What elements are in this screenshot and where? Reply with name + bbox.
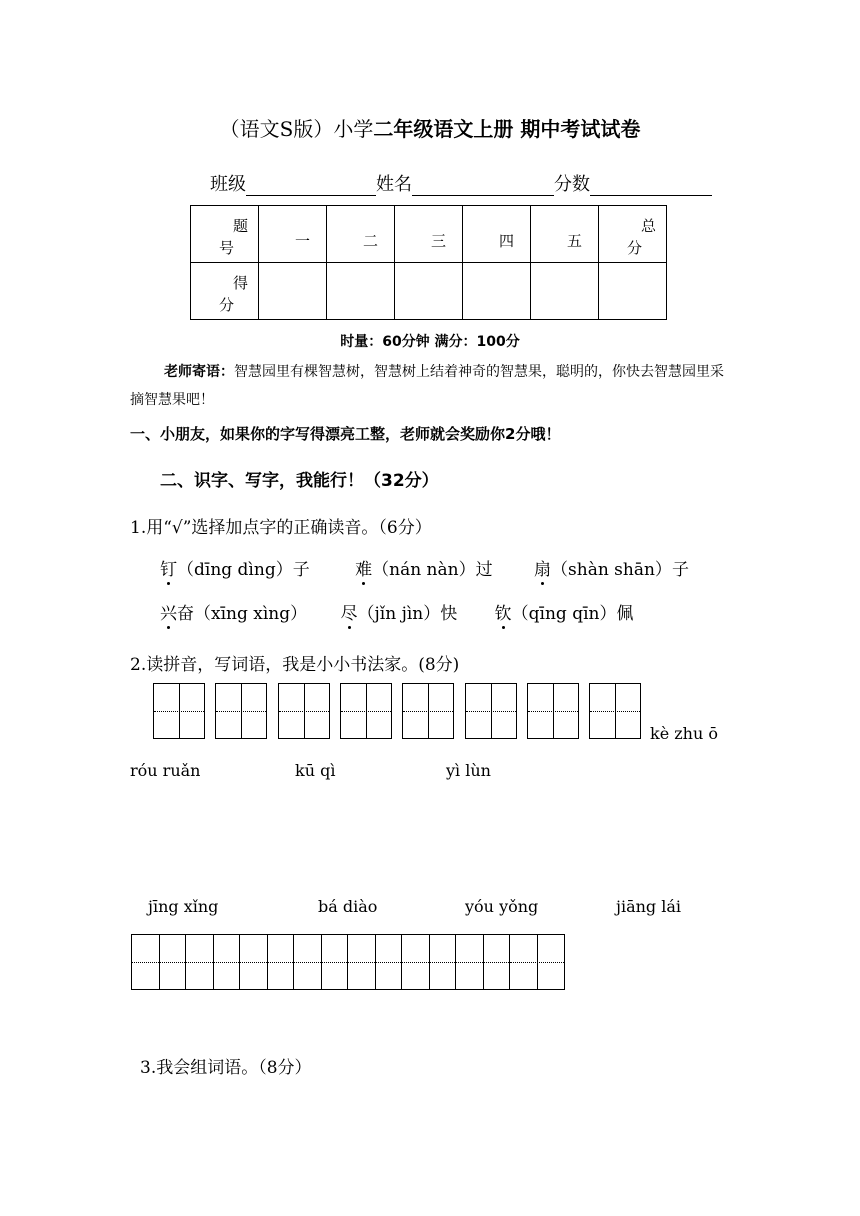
score-cell[interactable] [599, 263, 667, 320]
sub-question-3: 3.我会组词语。（8分） [140, 1058, 312, 1078]
total-cell: 总 分 [599, 206, 667, 263]
writing-grid[interactable] [293, 934, 348, 990]
question-1: 一、小朋友，如果你的字写得漂亮工整，老师就会奖励你2分哦！ [130, 425, 561, 443]
teacher-message: 老师寄语：智慧园里有棵智慧树，智慧树上结着神奇的智慧果，聪明的，你快去智慧园里采摘智慧果吧！ [130, 364, 724, 408]
name-label: 姓名 [376, 174, 412, 195]
reading-item[interactable]: 尽（jǐn jìn）快 [340, 604, 458, 624]
class-field[interactable] [246, 177, 376, 196]
writing-grid[interactable] [185, 934, 240, 990]
column-5: 五 [531, 206, 599, 263]
column-1: 一 [259, 206, 327, 263]
writing-grid[interactable] [347, 934, 402, 990]
score-cell[interactable] [259, 263, 327, 320]
writing-grid[interactable] [278, 683, 330, 739]
pinyin-label: kū qì [295, 761, 336, 780]
writing-grid[interactable] [465, 683, 517, 739]
column-3: 三 [395, 206, 463, 263]
reading-item[interactable]: 钦（qīng qīn）佩 [494, 604, 634, 624]
writing-grid[interactable] [401, 934, 456, 990]
time-info: 时量：60分钟 满分：100分 [340, 334, 520, 350]
reading-item[interactable]: 难（nán nàn）过 [355, 560, 493, 580]
pinyin-label: róu ruǎn [130, 761, 201, 780]
writing-grid[interactable] [589, 683, 641, 739]
writing-grid[interactable] [215, 683, 267, 739]
name-field[interactable] [412, 177, 554, 196]
column-4: 四 [463, 206, 531, 263]
header-cell: 题 号 [191, 206, 259, 263]
class-label: 班级 [210, 174, 246, 195]
writing-grid[interactable] [340, 683, 392, 739]
writing-grid[interactable] [402, 683, 454, 739]
page-title: （语文S版）小学二年级语文上册 期中考试试卷 [219, 117, 641, 141]
writing-grid[interactable] [239, 934, 294, 990]
writing-grid[interactable] [509, 934, 565, 990]
question-2: 二、识字、写字，我能行！（32分） [160, 471, 439, 491]
writing-grid[interactable] [131, 934, 186, 990]
score-cell[interactable] [395, 263, 463, 320]
pinyin-label: bá diào [318, 897, 378, 916]
reading-item[interactable]: 钉（dīng dìng）子 [160, 560, 310, 580]
reading-row-2 [160, 599, 633, 624]
reading-item[interactable]: 扇（shàn shān）子 [534, 560, 689, 580]
score-cell[interactable] [463, 263, 531, 320]
score-row-label: 得 分 [191, 263, 259, 320]
writing-grid[interactable] [153, 683, 205, 739]
pinyin-label: jīng xǐng [148, 897, 219, 916]
score-table [190, 205, 667, 320]
pinyin-label: yì lùn [446, 761, 491, 780]
score-cell[interactable] [327, 263, 395, 320]
sub-question-2: 2.读拼音，写词语，我是小小书法家。(8分) [130, 655, 460, 675]
score-label: 分数 [554, 174, 590, 195]
reading-item[interactable]: 兴奋（xīng xìng） [160, 604, 308, 624]
pinyin-label: jiāng lái [616, 897, 682, 916]
pinyin-label: kè zhu ō [650, 724, 719, 743]
reading-row-1 [160, 555, 689, 580]
pinyin-label: yóu yǒng [465, 897, 539, 916]
sub-question-1: 1.用“√”选择加点字的正确读音。（6分） [130, 518, 432, 538]
writing-grid[interactable] [527, 683, 579, 739]
writing-grid[interactable] [455, 934, 510, 990]
student-info [210, 170, 712, 196]
score-field[interactable] [590, 177, 712, 196]
score-cell[interactable] [531, 263, 599, 320]
column-2: 二 [327, 206, 395, 263]
